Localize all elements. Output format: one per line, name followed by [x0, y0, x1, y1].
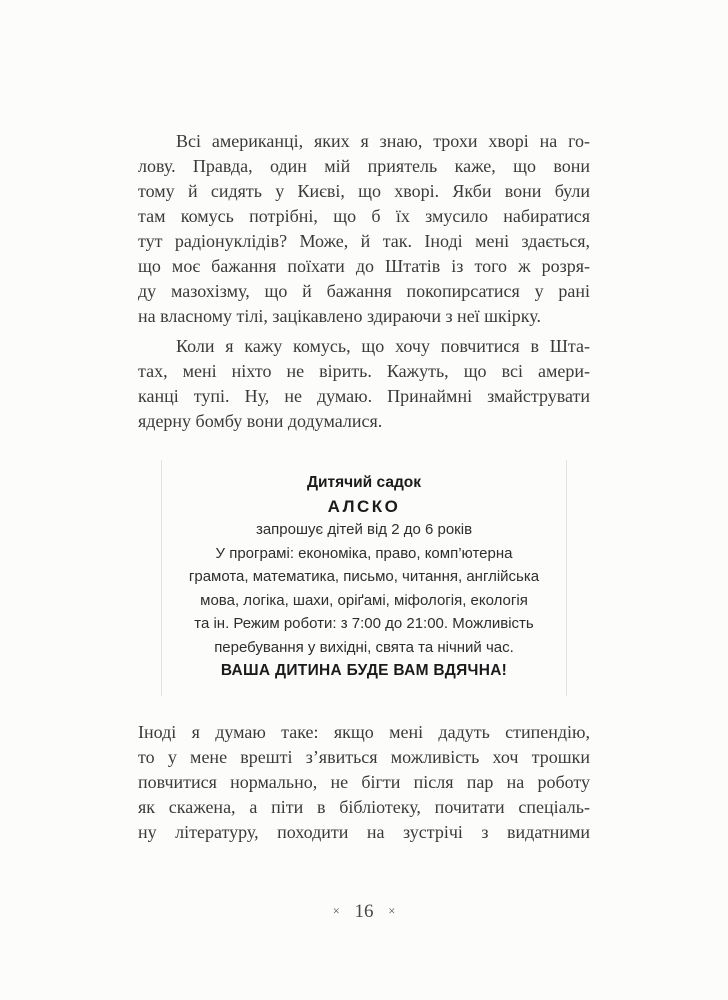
text-line: що моє бажання поїхати до Штатів із того ж розря-: [138, 256, 590, 276]
kindergarten-ad: [161, 460, 567, 696]
page-number: [138, 901, 590, 923]
page-number-value: 16: [354, 900, 374, 922]
text-line: повчитися нормально, не бігти після пар на роботу: [138, 771, 590, 792]
ad-text-line: та ін. Режим роботи: з 7:00 до 21:00. Можливість: [194, 615, 534, 632]
ad-text-line: мова, логіка, шахи, оріґамі, міфологія, екологія: [200, 591, 528, 609]
page-number-marker-left: ×: [332, 903, 340, 918]
text-line: ядерну бомбу вони додумалися.: [138, 411, 383, 431]
ad-name: АЛСКО: [327, 496, 401, 516]
paragraph: [138, 129, 590, 329]
text-line: ду мазохізму, що й бажання покопирсатися у рані: [138, 281, 590, 301]
ad-text-line: запрошує дітей від 2 до 6 років: [255, 521, 473, 538]
ad-footer: ВАША ДИТИНА БУДЕ ВАМ ВДЯЧНА!: [220, 662, 508, 679]
text-line: лову. Правда, один мій приятель каже, що вони: [138, 156, 590, 176]
text-line: тут радіонуклідів? Може, й так. Іноді мені здається,: [138, 231, 590, 251]
page-content: [138, 0, 590, 923]
text-line: тому й сидять у Києві, що хворі. Якби вони були: [138, 181, 590, 201]
text-line: то у мене врешті з’явиться можливість хоч трошки: [138, 746, 590, 767]
text-line: Іноді я думаю таке: якщо мені дадуть стипендію,: [138, 721, 590, 742]
text-line: тах, мені ніхто не вірить. Кажуть, що всі амери-: [138, 361, 590, 381]
text-line: Всі американці, яких я знаю, трохи хворі на го-: [176, 131, 590, 151]
text-line: там комусь потрібні, що б їх змусило набиратися: [138, 206, 590, 226]
text-line: Коли я кажу комусь, що хочу повчитися в Шта-: [176, 336, 590, 356]
page-number-marker-right: ×: [388, 903, 396, 918]
ad-text-line: перебування у вихідні, свята та нічний час.: [214, 638, 514, 656]
paragraph: [138, 334, 590, 434]
text-line: як скажена, а піти в бібліотеку, почитати спеціаль-: [138, 796, 590, 817]
ad-text-line: У програмі: економіка, право, комп’ютерна: [215, 544, 513, 562]
ad-title: Дитячий садок: [306, 474, 422, 491]
text-line: на власному тілі, зацікавлено здираючи з неї шкірку.: [138, 306, 541, 326]
text-line: канці тупі. Ну, не думаю. Принаймні змайструвати: [138, 386, 590, 406]
text-line: ну літературу, походити на зустрічі з видатними: [138, 821, 590, 842]
paragraph: [138, 720, 590, 845]
ad-text-line: грамота, математика, письмо, читання, англійська: [188, 568, 540, 585]
